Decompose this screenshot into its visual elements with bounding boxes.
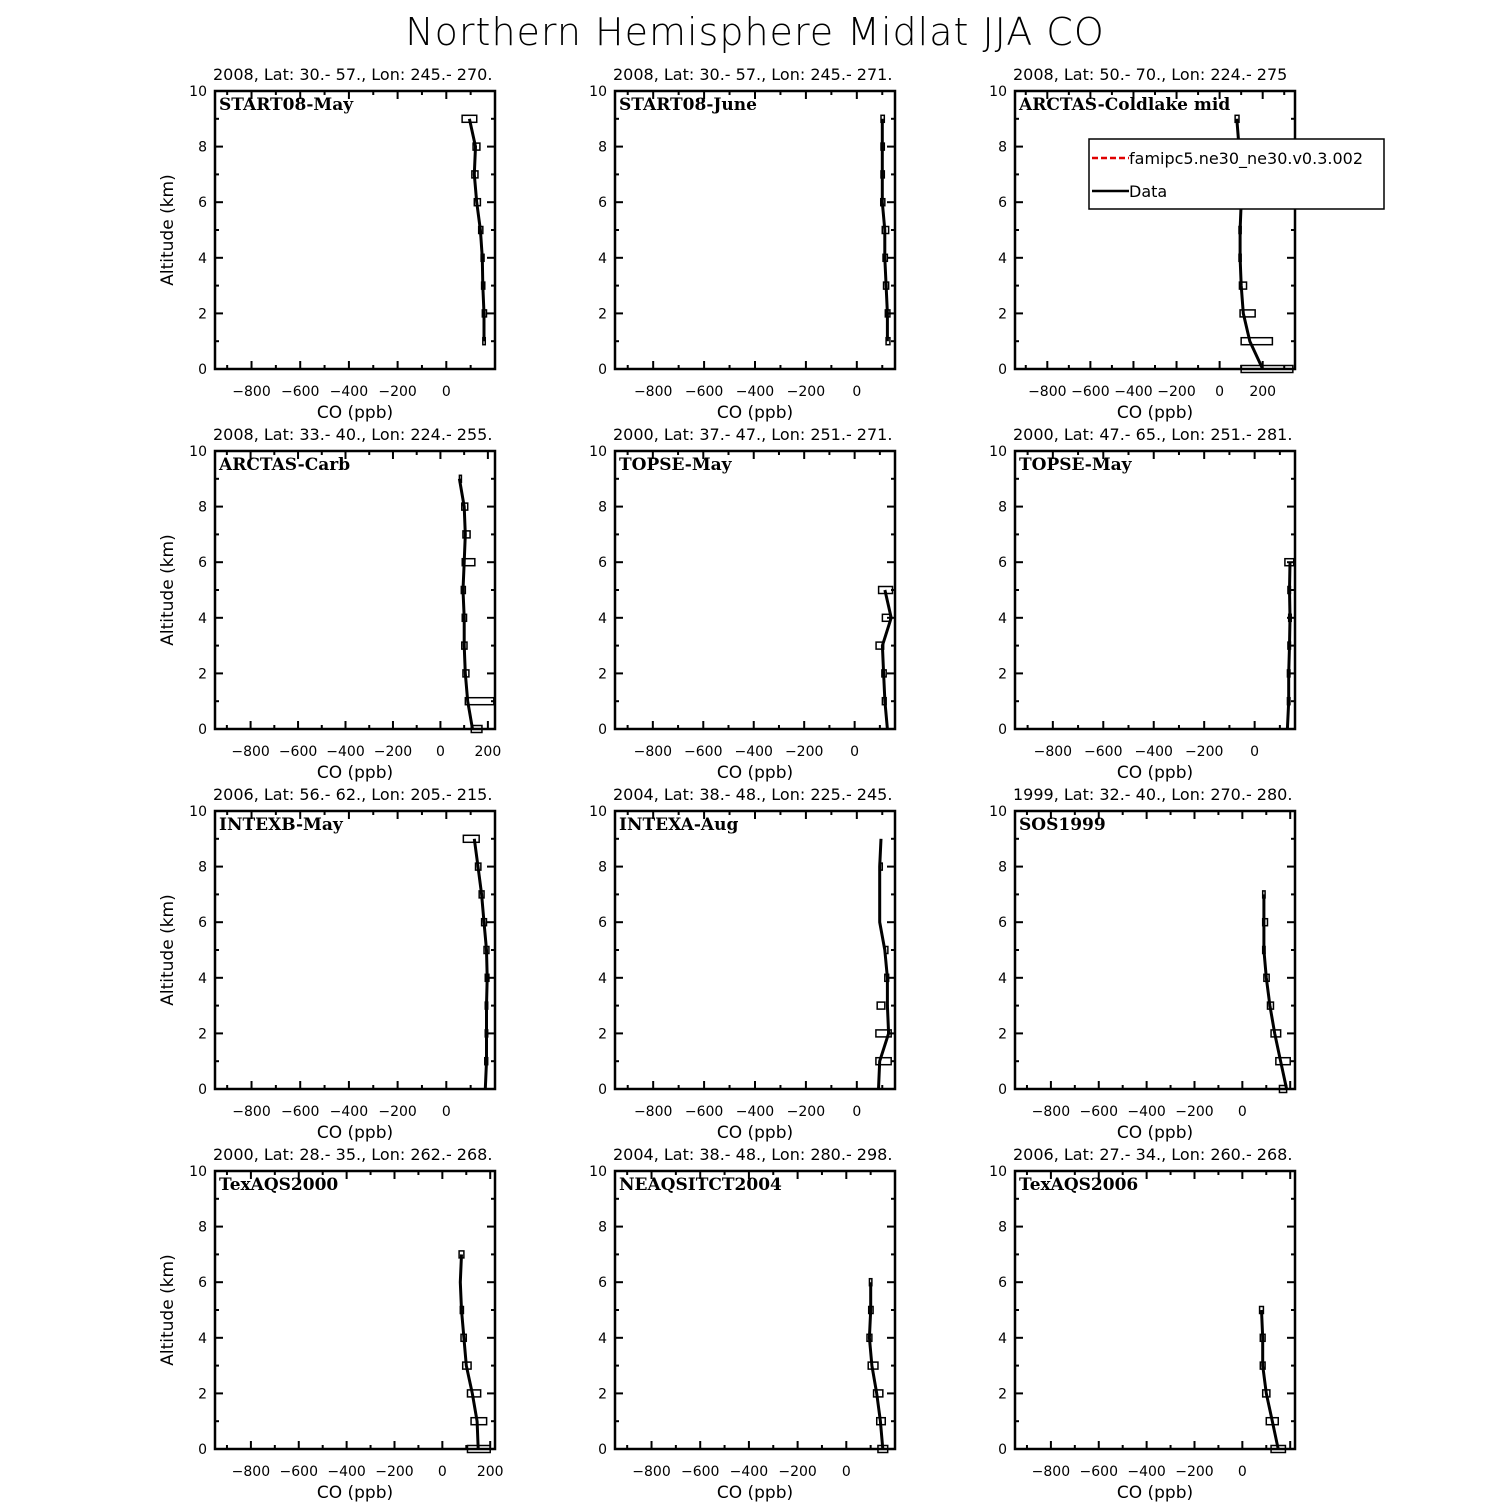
y-tick-label: 0 (598, 1082, 607, 1098)
y-tick-label: 10 (189, 804, 207, 820)
panel-name: ARCTAS-Carb (219, 455, 351, 475)
x-tick-label: −400 (329, 1104, 369, 1120)
y-tick-label: 4 (598, 250, 607, 267)
y-tick-label: 0 (998, 362, 1007, 378)
panel-header: 2000, Lat: 28.- 35., Lon: 262.- 268. (213, 1145, 493, 1164)
x-tick-label: −200 (378, 384, 417, 400)
y-tick-label: 4 (998, 610, 1007, 627)
panel-header: 2000, Lat: 37.- 47., Lon: 251.- 271. (613, 425, 893, 444)
y-tick-label: 10 (189, 84, 207, 100)
y-tick-label: 0 (198, 362, 207, 378)
y-tick-label: 6 (998, 195, 1007, 212)
panel-12 (989, 1145, 1295, 1503)
x-axis-label: CO (ppb) (316, 763, 394, 783)
x-tick-label: −600 (1084, 744, 1123, 760)
y-tick-label: 4 (998, 250, 1007, 267)
y-tick-label: 6 (998, 555, 1007, 572)
panel-name: INTEXA-Aug (619, 815, 739, 835)
y-tick-label: 2 (598, 306, 607, 323)
axis-frame (615, 451, 895, 729)
y-tick-label: 2 (198, 666, 207, 683)
x-tick-label: −400 (1127, 1464, 1166, 1480)
x-tick-label: −400 (735, 384, 775, 400)
x-tick-label: 200 (1249, 384, 1277, 400)
x-tick-label: −800 (231, 1464, 271, 1480)
y-tick-label: 4 (198, 1330, 207, 1347)
y-tick-label: 2 (598, 666, 607, 683)
panel-1 (158, 65, 495, 423)
x-tick-label: −800 (231, 744, 270, 760)
x-tick-label: −800 (1031, 1464, 1071, 1480)
y-tick-label: 2 (198, 1026, 207, 1043)
panel-9 (989, 785, 1295, 1143)
y-tick-label: 2 (198, 1386, 207, 1403)
x-tick-label: −600 (1079, 1104, 1118, 1120)
panel-header: 2004, Lat: 38.- 48., Lon: 280.- 298. (613, 1145, 893, 1164)
x-tick-label: 0 (441, 1104, 451, 1120)
y-tick-label: 6 (198, 555, 207, 572)
x-axis-label: CO (ppb) (316, 1123, 394, 1143)
y-tick-label: 8 (198, 859, 207, 876)
legend-entry-label: famipc5.ne30_ne30.v0.3.002 (1129, 149, 1363, 168)
y-tick-label: 10 (589, 804, 607, 820)
y-tick-label: 8 (998, 1219, 1007, 1236)
x-tick-label: −400 (1114, 384, 1153, 400)
legend (1089, 139, 1384, 209)
x-axis-label: CO (ppb) (716, 403, 794, 423)
y-tick-label: 4 (198, 250, 207, 267)
x-tick-label: −400 (329, 384, 369, 400)
panel-header: 2008, Lat: 30.- 57., Lon: 245.- 270. (213, 65, 493, 84)
x-tick-label: −200 (778, 1464, 817, 1480)
y-axis-label: Altitude (km) (158, 894, 178, 1006)
y-tick-label: 10 (189, 444, 207, 460)
x-tick-label: −400 (735, 1104, 775, 1120)
y-tick-label: 0 (998, 1442, 1007, 1458)
panel-name: START08-June (619, 95, 757, 115)
panel-10 (158, 1145, 504, 1503)
x-axis-label: CO (ppb) (716, 763, 794, 783)
x-tick-label: −200 (784, 744, 824, 760)
panel-header: 2008, Lat: 30.- 57., Lon: 245.- 271. (613, 65, 893, 84)
x-axis-label: CO (ppb) (716, 1123, 794, 1143)
panel-name: TOPSE-May (1019, 455, 1132, 475)
panel-name: START08-May (219, 95, 354, 115)
x-tick-label: −600 (684, 384, 724, 400)
y-tick-label: 4 (598, 970, 607, 987)
y-tick-label: 2 (998, 1026, 1007, 1043)
x-tick-label: −200 (378, 1104, 417, 1120)
x-tick-label: 0 (850, 744, 860, 760)
x-tick-label: 0 (852, 384, 862, 400)
x-tick-label: −800 (633, 1104, 673, 1120)
y-axis-label: Altitude (km) (158, 1254, 178, 1366)
y-tick-label: 8 (198, 1219, 207, 1236)
x-tick-label: −200 (1175, 1104, 1214, 1120)
y-tick-label: 4 (198, 970, 207, 987)
panel-4 (158, 425, 501, 783)
y-axis-label: Altitude (km) (158, 174, 178, 286)
axis-frame (615, 811, 895, 1089)
x-tick-label: 0 (441, 384, 451, 400)
panel-header: 1999, Lat: 32.- 40., Lon: 270.- 280. (1013, 785, 1293, 804)
x-tick-label: 0 (437, 1464, 447, 1480)
y-tick-label: 6 (198, 915, 207, 932)
x-tick-label: −800 (1028, 384, 1067, 400)
panel-header: 2006, Lat: 27.- 34., Lon: 260.- 268. (1013, 1145, 1293, 1164)
y-tick-label: 0 (598, 1442, 607, 1458)
x-axis-label: CO (ppb) (1116, 403, 1194, 423)
x-tick-label: −800 (632, 1464, 671, 1480)
x-tick-label: −600 (680, 1464, 720, 1480)
x-tick-label: −800 (232, 384, 271, 400)
x-tick-label: −400 (1127, 1104, 1166, 1120)
y-tick-label: 10 (589, 444, 607, 460)
x-tick-label: 0 (841, 1464, 851, 1480)
panel-6 (989, 425, 1295, 783)
y-tick-label: 2 (598, 1026, 607, 1043)
panel-11 (589, 1145, 895, 1503)
y-tick-label: 0 (598, 362, 607, 378)
axis-frame (615, 91, 895, 369)
y-tick-label: 6 (598, 1275, 607, 1292)
data-series-line (459, 479, 472, 729)
x-tick-label: −400 (326, 744, 365, 760)
error-box (463, 835, 479, 842)
panel-name: NEAQSITCT2004 (619, 1175, 782, 1195)
x-axis-label: CO (ppb) (316, 1483, 394, 1503)
axis-frame (215, 91, 495, 369)
y-axis-label: Altitude (km) (158, 534, 178, 646)
x-tick-label: −800 (1033, 744, 1073, 760)
panel-5 (589, 425, 895, 783)
panel-name: INTEXB-May (219, 815, 343, 835)
error-box (1241, 338, 1272, 345)
x-axis-label: CO (ppb) (1116, 763, 1194, 783)
x-tick-label: 0 (1237, 1464, 1247, 1480)
x-tick-label: −200 (786, 1104, 826, 1120)
x-tick-label: −600 (1071, 384, 1110, 400)
y-tick-label: 2 (998, 1386, 1007, 1403)
y-tick-label: 4 (598, 1330, 607, 1347)
x-tick-label: 0 (852, 1104, 862, 1120)
y-tick-label: 4 (198, 610, 207, 627)
axis-frame (1015, 1171, 1295, 1449)
axis-frame (1015, 811, 1295, 1089)
panel-header: 2000, Lat: 47.- 65., Lon: 251.- 281. (1013, 425, 1293, 444)
y-tick-label: 4 (998, 970, 1007, 987)
error-box (471, 1418, 487, 1425)
panel-name: ARCTAS-Coldlake mid (1019, 95, 1231, 115)
x-tick-label: 0 (1237, 1104, 1247, 1120)
panel-header: 2004, Lat: 38.- 48., Lon: 225.- 245. (613, 785, 893, 804)
panel-name: TOPSE-May (619, 455, 732, 475)
panel-3 (989, 65, 1384, 423)
x-tick-label: −800 (633, 744, 673, 760)
error-box (1276, 1058, 1290, 1065)
y-tick-label: 8 (598, 859, 607, 876)
axis-frame (215, 1171, 495, 1449)
panel-8 (589, 785, 895, 1143)
x-tick-label: −600 (684, 1104, 724, 1120)
axis-frame (615, 1171, 895, 1449)
y-tick-label: 6 (598, 195, 607, 212)
y-tick-label: 6 (998, 1275, 1007, 1292)
x-tick-label: −400 (1134, 744, 1173, 760)
error-box (877, 1002, 885, 1009)
y-tick-label: 0 (598, 722, 607, 738)
y-tick-label: 2 (598, 1386, 607, 1403)
axis-frame (1015, 451, 1295, 729)
y-tick-label: 0 (198, 1082, 207, 1098)
panel-header: 2008, Lat: 50.- 70., Lon: 224.- 275 (1013, 65, 1288, 84)
x-tick-label: −600 (278, 744, 318, 760)
y-tick-label: 10 (989, 84, 1007, 100)
panel-header: 2006, Lat: 56.- 62., Lon: 205.- 215. (213, 785, 493, 804)
x-tick-label: 0 (1250, 744, 1260, 760)
y-tick-label: 8 (198, 139, 207, 156)
x-tick-label: −200 (375, 1464, 414, 1480)
y-tick-label: 2 (998, 666, 1007, 683)
y-tick-label: 6 (598, 555, 607, 572)
data-series-line (879, 839, 889, 1089)
x-tick-label: −600 (684, 744, 723, 760)
y-tick-label: 10 (989, 804, 1007, 820)
y-tick-label: 6 (598, 915, 607, 932)
x-tick-label: −800 (633, 384, 673, 400)
x-tick-label: −600 (1079, 1464, 1118, 1480)
y-tick-label: 10 (989, 1164, 1007, 1180)
panel-name: TexAQS2000 (219, 1175, 339, 1195)
y-tick-label: 8 (598, 1219, 607, 1236)
y-tick-label: 4 (998, 1330, 1007, 1347)
y-tick-label: 10 (589, 84, 607, 100)
x-tick-label: −200 (373, 744, 413, 760)
x-axis-label: CO (ppb) (316, 403, 394, 423)
data-series-line (882, 590, 891, 729)
y-tick-label: 8 (998, 859, 1007, 876)
x-tick-label: −400 (734, 744, 773, 760)
x-axis-label: CO (ppb) (716, 1483, 794, 1503)
y-tick-label: 10 (989, 444, 1007, 460)
x-tick-label: −800 (232, 1104, 271, 1120)
x-tick-label: −200 (1175, 1464, 1214, 1480)
y-tick-label: 0 (998, 1082, 1007, 1098)
x-tick-label: 0 (435, 744, 445, 760)
panel-name: SOS1999 (1019, 815, 1106, 835)
legend-entry-label: Data (1129, 182, 1168, 201)
panel-2 (589, 65, 895, 423)
y-tick-label: 8 (998, 499, 1007, 516)
x-tick-label: −200 (786, 384, 826, 400)
panel-header: 2008, Lat: 33.- 40., Lon: 224.- 255. (213, 425, 493, 444)
x-tick-label: −800 (1031, 1104, 1071, 1120)
x-tick-label: −200 (1184, 744, 1224, 760)
data-series-line (882, 119, 887, 341)
x-tick-label: 0 (1215, 384, 1225, 400)
y-tick-label: 6 (198, 195, 207, 212)
y-tick-label: 0 (198, 722, 207, 738)
x-tick-label: −600 (280, 384, 320, 400)
x-tick-label: 200 (474, 744, 502, 760)
y-tick-label: 10 (189, 1164, 207, 1180)
y-tick-label: 8 (198, 499, 207, 516)
y-tick-label: 2 (998, 306, 1007, 323)
x-axis-label: CO (ppb) (1116, 1123, 1194, 1143)
data-series-line (474, 839, 487, 1089)
x-tick-label: −400 (327, 1464, 366, 1480)
page-title: Northern Hemisphere Midlat JJA CO (405, 10, 1105, 54)
x-tick-label: −600 (280, 1104, 320, 1120)
panel-7 (158, 785, 495, 1143)
y-tick-label: 0 (198, 1442, 207, 1458)
y-tick-label: 6 (998, 915, 1007, 932)
x-tick-label: −400 (729, 1464, 769, 1480)
x-tick-label: −200 (1157, 384, 1196, 400)
y-tick-label: 10 (589, 1164, 607, 1180)
axis-frame (215, 811, 495, 1089)
y-tick-label: 0 (998, 722, 1007, 738)
x-axis-label: CO (ppb) (1116, 1483, 1194, 1503)
data-series-line (1262, 1310, 1279, 1449)
y-tick-label: 2 (198, 306, 207, 323)
axis-frame (215, 451, 495, 729)
x-tick-label: −600 (279, 1464, 318, 1480)
y-tick-label: 8 (598, 139, 607, 156)
y-tick-label: 6 (198, 1275, 207, 1292)
y-tick-label: 8 (998, 139, 1007, 156)
y-tick-label: 4 (598, 610, 607, 627)
panel-name: TexAQS2006 (1019, 1175, 1139, 1195)
x-tick-label: 200 (476, 1464, 504, 1480)
y-tick-label: 8 (598, 499, 607, 516)
data-series-line (469, 119, 484, 341)
data-series-line (460, 1254, 478, 1449)
axis-frame (1015, 91, 1295, 369)
